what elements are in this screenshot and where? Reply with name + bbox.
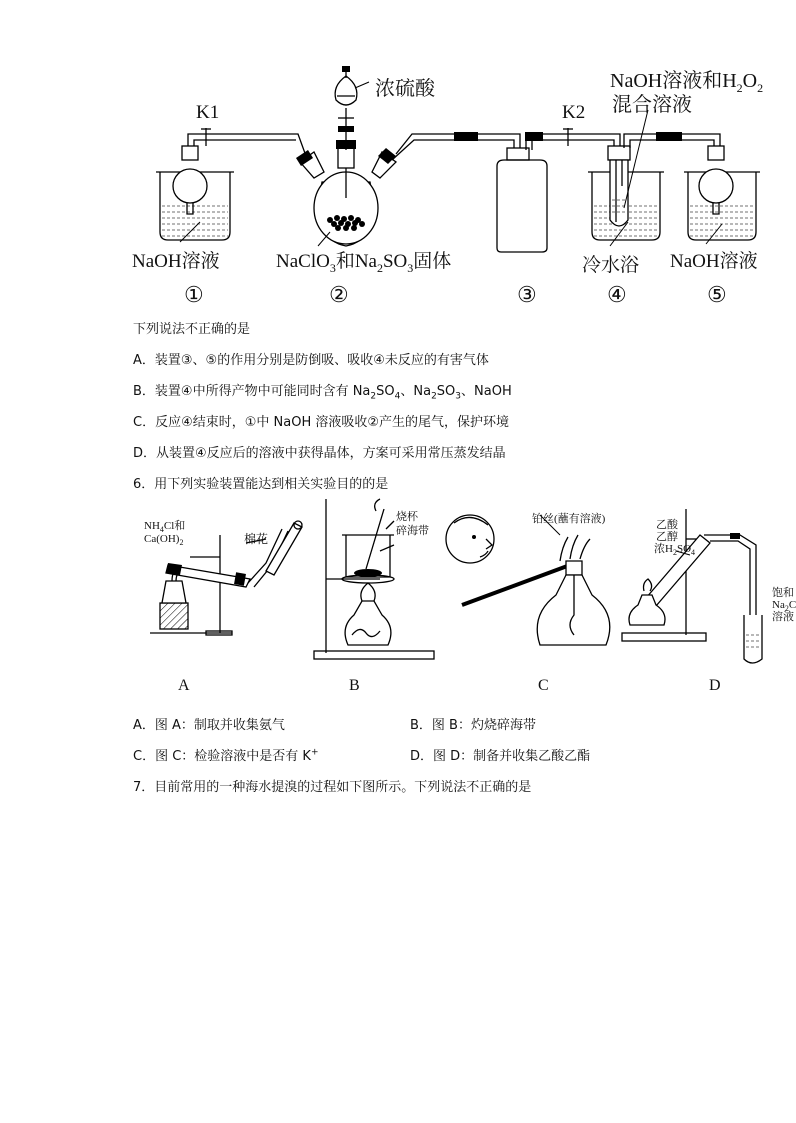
q6-option-c: C．图 C：检验溶液中是否有 K+ (133, 747, 319, 764)
label-nh4cl: $NH_4Cl$和 (144, 520, 186, 535)
label-concentrated-sulfuric-acid: 浓硫酸 (375, 78, 435, 100)
q5-option-d: D．从装置④反应后的溶液中获得晶体，方案可采用常压蒸发结晶 (133, 446, 506, 461)
apparatus-figure-1 (0, 0, 794, 310)
panel-letter-a: A (178, 677, 190, 694)
label-mixed-solution: 混合溶液 (612, 94, 692, 116)
label-cold-water-bath: 冷水浴 (582, 255, 640, 276)
label-seaweed: 碎海带 (396, 525, 429, 537)
q6-stem: 6．用下列实验装置能达到相关实验目的的是 (133, 477, 389, 492)
dropping-funnel (335, 76, 357, 105)
q6-option-d: D．图 D：制备并收集乙酸乙酯 (410, 749, 591, 764)
label-beaker: 烧杯 (396, 511, 418, 523)
q5-option-c: C．反应④结束时，①中 NaOH 溶液吸收②产生的尾气，保护环境 (133, 415, 510, 430)
label-platinum-wire: 铂丝(蘸有溶液) (532, 513, 606, 525)
label-ethanol: 乙醇 (656, 531, 678, 543)
stopper-1 (182, 146, 198, 160)
device-number-5: ⑤ (707, 282, 727, 307)
device-number-3: ③ (517, 282, 537, 307)
device-number-1: ① (184, 282, 204, 307)
q6-option-a: A．图 A：制取并收集氨气 (133, 718, 285, 733)
panel-d-drawing (622, 509, 762, 663)
panel-letter-b: B (349, 677, 360, 694)
label-acetic-acid: 乙酸 (656, 519, 678, 531)
q5-option-b: B．装置④中所得产物中可能同时含有 $Na_2SO_4$、$Na_2SO_3$、NaOH (133, 384, 512, 402)
q5-stem: 下列说法不正确的是 (133, 322, 251, 337)
panel-c-drawing (446, 515, 610, 645)
device-number-4: ④ (607, 282, 627, 307)
label-concentrated-h2so4: 浓$H_2SO_4$ (654, 543, 696, 558)
label-cotton: 棉花 (244, 532, 269, 546)
q7-stem: 7．目前常用的一种海水提溴的过程如下图所示。下列说法不正确的是 (133, 780, 532, 795)
q5-option-a: A．装置③、⑤的作用分别是防倒吸、吸收④未反应的有害气体 (133, 353, 489, 368)
label-naoh-h2o2: NaOH溶液和$H_2O_2$ (610, 70, 764, 95)
label-saturated: 饱和 (772, 587, 794, 599)
bottle-3 (497, 160, 547, 252)
label-k1: K1 (196, 102, 220, 123)
label-caoh2: $Ca(OH)_2$ (144, 533, 184, 548)
apparatus-figure-2 (0, 495, 794, 705)
label-na2co3: $Na_2C$ (772, 599, 796, 614)
q6-option-b: B．图 B：灼烧碎海带 (410, 718, 536, 733)
stopper-5 (708, 146, 724, 160)
label-naoh-solution-1: NaOH溶液 (132, 251, 220, 272)
label-solid-reagents: NaClO$_3$和$Na_2SO_3$固体 (276, 251, 452, 275)
device-number-2: ② (329, 282, 349, 307)
label-solution: 溶液 (772, 611, 794, 623)
panel-letter-d: D (709, 677, 721, 694)
panel-letter-c: C (538, 677, 549, 694)
label-k2: K2 (562, 102, 586, 123)
stopper-4 (608, 146, 630, 160)
label-naoh-solution-5: NaOH溶液 (670, 251, 758, 272)
